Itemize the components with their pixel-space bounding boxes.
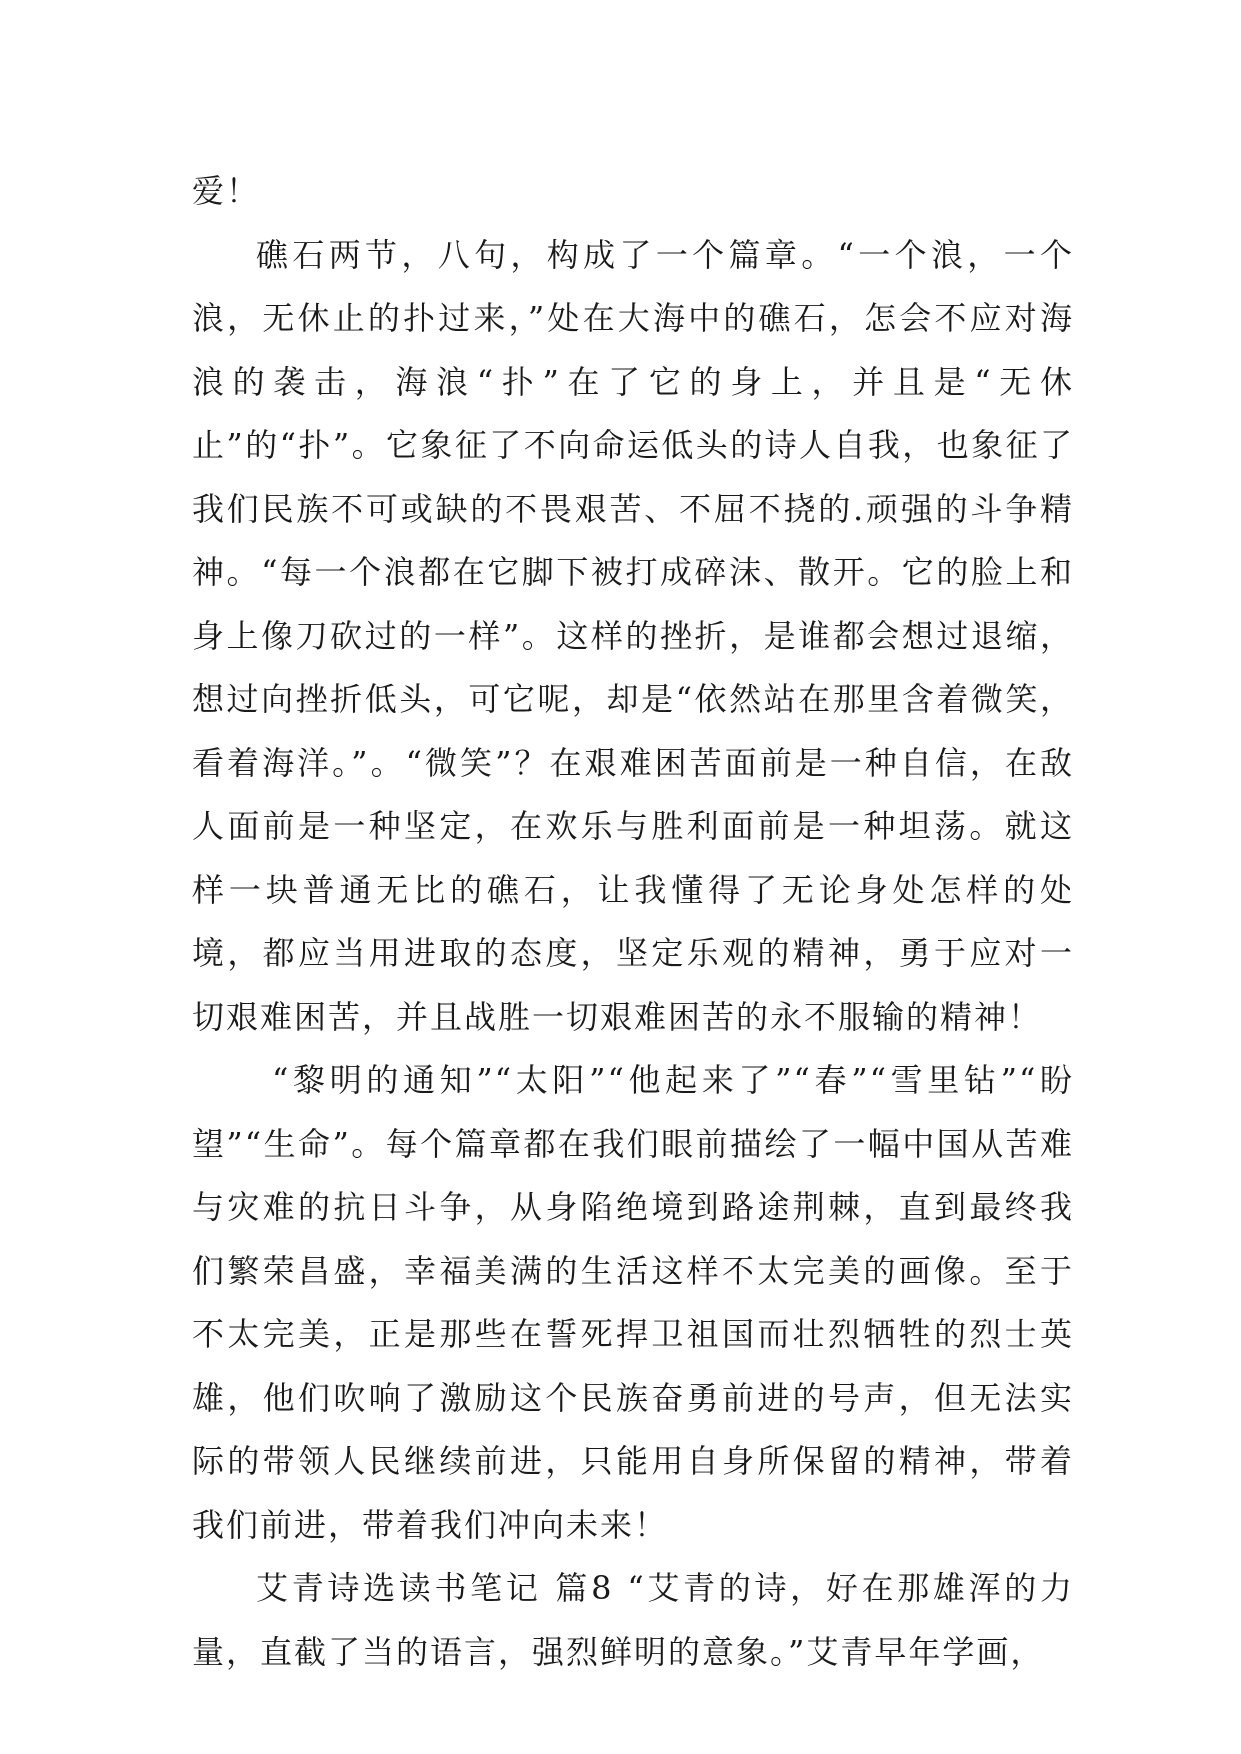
document-body xyxy=(192,160,1074,1684)
paragraph-3: “黎明的通知”“太阳”“他起来了”“春”“雪里钻”“盼望”“生命”。每个篇章都在我们眼前描绘了一幅中国从苦难与灾难的抗日斗争，从身陷绝境到路途荆棘，直到最终我们繁荣昌盛，幸福美满的生活这样不太完美的画像。至于不太完美，正是那些在誓死捍卫祖国而壮烈牺牲的烈士英雄，他们吹响了激励这个民族奋勇前进的号声，但无法实际的带领人民继续前进，只能用自身所保留的精神，带着我们前进，带着我们冲向未来！ xyxy=(192,1061,1074,1544)
paragraph-4: 艾青诗选读书笔记 篇8 “艾青的诗，好在那雄浑的力量，直截了当的语言，强烈鲜明的意象。”艾青早年学画， xyxy=(192,1569,1074,1671)
paragraph-2: 礁石两节，八句，构成了一个篇章。“一个浪，一个浪，无休止的扑过来，”处在大海中的礁石，怎会不应对海浪的袭击，海浪“扑”在了它的身上，并且是“无休止”的“扑”。它象征了不向命运低头的诗人自我，也象征了我们民族不可或缺的不畏艰苦、不屈不挠的.顽强的斗争精神。“每一个浪都在它脚下被打成碎沫、散开。它的脸上和身上像刀砍过的一样”。这样的挫折，是谁都会想过退缩，想过向挫折低头，可它呢，却是“依然站在那里含着微笑，看着海洋。”。“微笑”？在艰难困苦面前是一种自信，在敌人面前是一种坚定，在欢乐与胜利面前是一种坦荡。就这样一块普通无比的礁石，让我懂得了无论身处怎样的处境，都应当用进取的态度，坚定乐观的精神，勇于应对一切艰难困苦，并且战胜一切艰难困苦的永不服输的精神！ xyxy=(192,235,1074,1036)
paragraph-1: 爱！ xyxy=(192,172,261,210)
